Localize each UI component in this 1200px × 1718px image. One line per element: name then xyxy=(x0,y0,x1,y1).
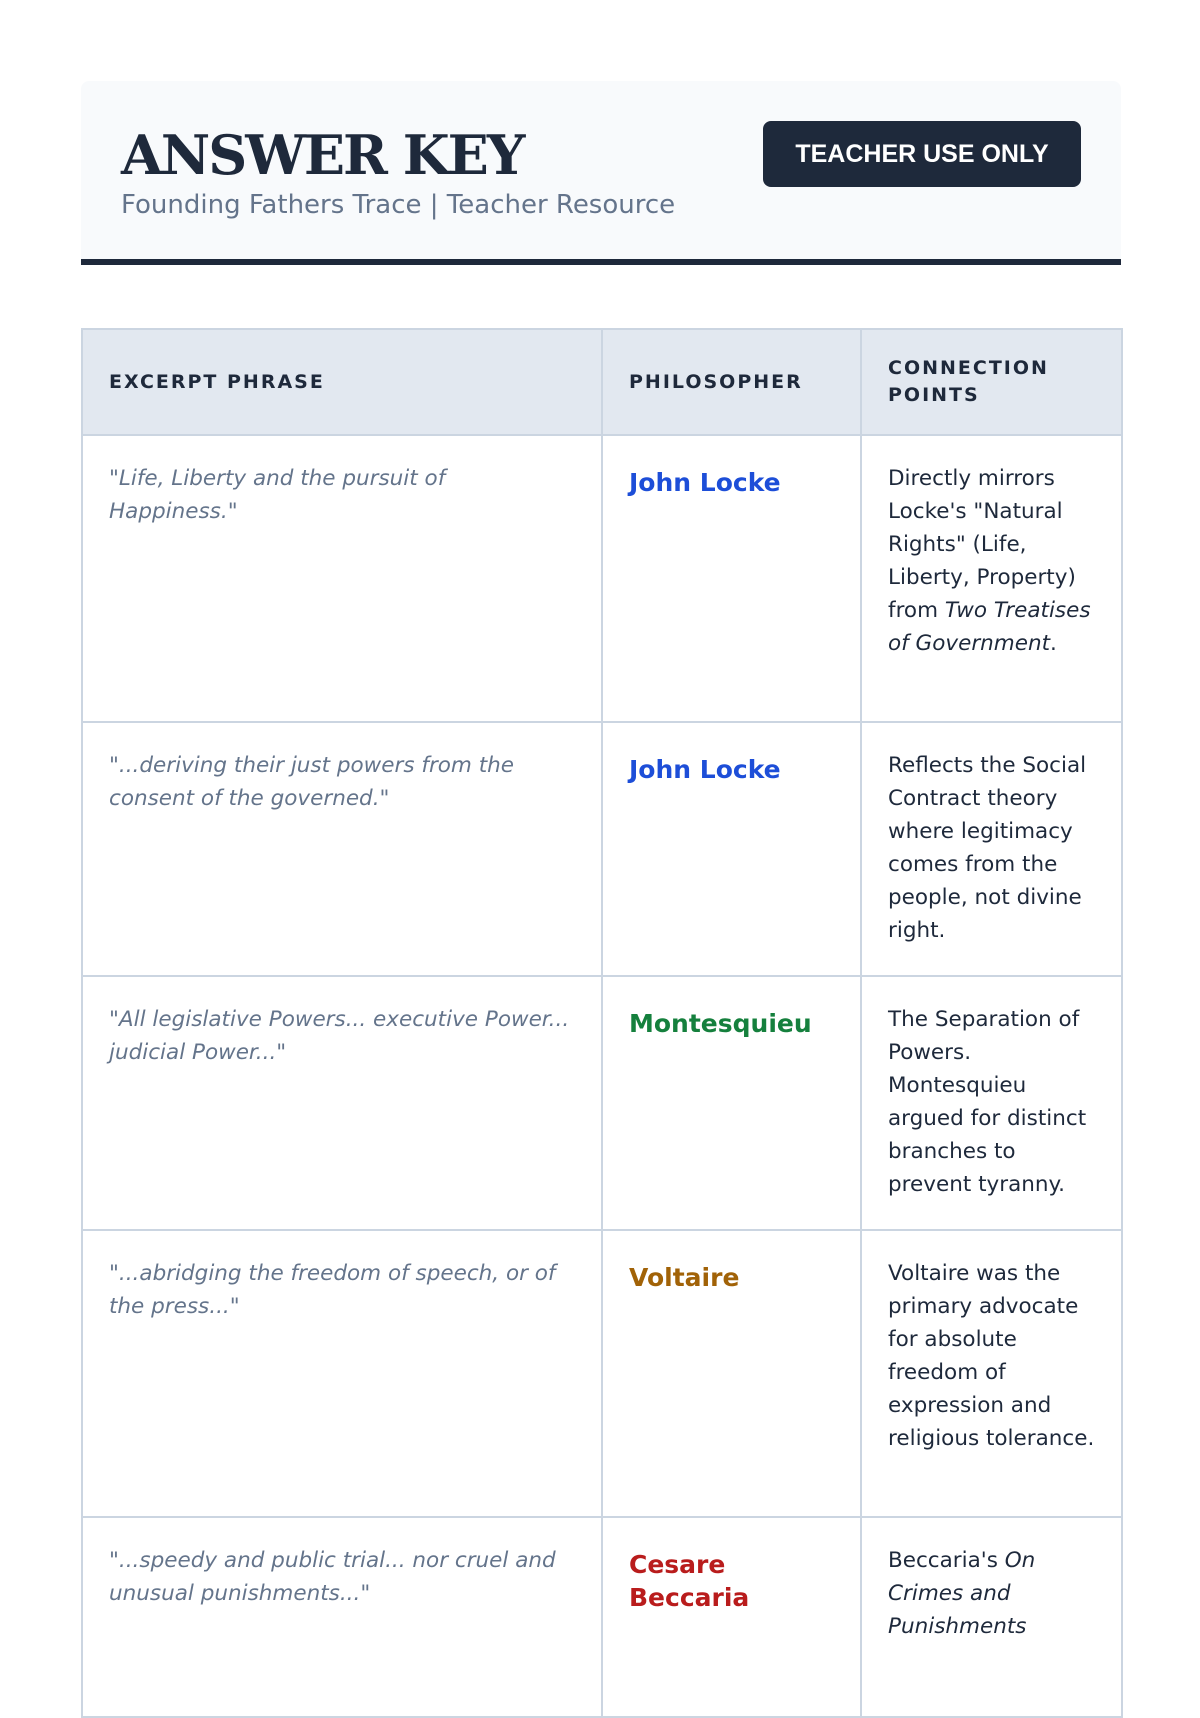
philosopher-name: Cesare Beccaria xyxy=(629,1550,750,1612)
table-row xyxy=(82,1230,1122,1517)
table-header-row xyxy=(82,329,1122,435)
connection-work-title: On Crimes and Punishments xyxy=(888,1548,1036,1639)
page-title: ANSWER KEY xyxy=(121,123,524,187)
excerpt-cell xyxy=(82,722,602,976)
table-row xyxy=(82,976,1122,1230)
connection-points: The Separation of Powers. Montesquieu argued for distinct branches to prevent tyranny. xyxy=(888,1007,1087,1197)
philosopher-cell xyxy=(602,435,861,722)
connection-text: Beccaria's xyxy=(888,1548,1005,1573)
table-row xyxy=(82,435,1122,722)
philosopher-cell xyxy=(602,1230,861,1517)
connection-points: Reflects the Social Contract theory where legitimacy comes from the people, not divine right. xyxy=(888,753,1087,943)
philosopher-cell xyxy=(602,976,861,1230)
philosopher-name: John Locke xyxy=(629,755,781,784)
excerpt-phrase: "Life, Liberty and the pursuit of Happiness." xyxy=(109,466,446,524)
table-row xyxy=(82,722,1122,976)
connection-points xyxy=(888,462,1095,660)
excerpt-phrase: "...deriving their just powers from the consent of the governed." xyxy=(109,753,514,811)
page-subtitle: Founding Fathers Trace | Teacher Resource xyxy=(121,190,676,220)
connection-text-end: . xyxy=(1050,631,1057,656)
connection-cell xyxy=(861,435,1122,722)
philosopher-cell xyxy=(602,1517,861,1717)
connection-points: Voltaire was the primary advocate for absolute freedom of expression and religious tolerance. xyxy=(888,1261,1095,1451)
connection-text: Directly mirrors Locke's "Natural Rights" (Life, Liberty, Property) from xyxy=(888,466,1076,623)
column-header-connection-points: CONNECTION POINTS xyxy=(861,329,1122,435)
excerpt-cell xyxy=(82,1230,602,1517)
philosopher-name: Montesquieu xyxy=(629,1009,812,1038)
excerpt-phrase: "...speedy and public trial... nor cruel and unusual punishments..." xyxy=(109,1548,556,1606)
answer-key-header xyxy=(81,81,1121,265)
excerpt-phrase: "...abridging the freedom of speech, or of the press..." xyxy=(109,1261,556,1319)
connection-points xyxy=(888,1544,1095,1643)
philosopher-cell xyxy=(602,722,861,976)
connection-cell xyxy=(861,1230,1122,1517)
excerpt-cell xyxy=(82,976,602,1230)
excerpt-phrase: "All legislative Powers... executive Power... judicial Power..." xyxy=(109,1007,570,1065)
connection-cell xyxy=(861,722,1122,976)
excerpt-cell xyxy=(82,435,602,722)
connection-work-title: Two Treatises of Government xyxy=(888,598,1091,656)
answer-table xyxy=(81,328,1123,1718)
teacher-use-only-badge: TEACHER USE ONLY xyxy=(763,121,1081,187)
table-row xyxy=(82,1517,1122,1717)
philosopher-name: Voltaire xyxy=(629,1263,740,1292)
column-header-excerpt-phrase: EXCERPT PHRASE xyxy=(82,329,602,435)
column-header-philosopher: PHILOSOPHER xyxy=(602,329,861,435)
philosopher-name: John Locke xyxy=(629,468,781,497)
connection-cell xyxy=(861,976,1122,1230)
connection-cell xyxy=(861,1517,1122,1717)
excerpt-cell xyxy=(82,1517,602,1717)
